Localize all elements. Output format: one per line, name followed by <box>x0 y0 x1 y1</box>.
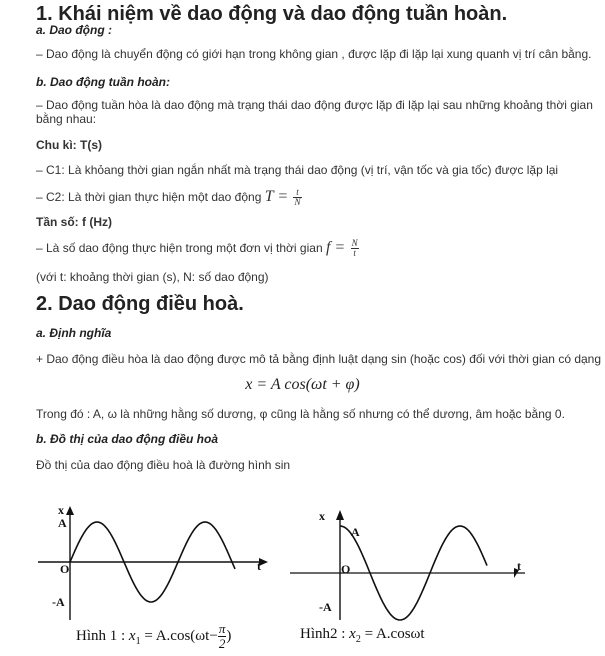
figure1-caption-expr: = A.cos(ωt− <box>140 627 218 644</box>
freq-text: – Là số dao động thực hiện trong một đơn vị thời gian <box>36 241 323 255</box>
figure2-label-x: x <box>319 509 325 523</box>
figure1-y-arrow <box>66 506 74 515</box>
section1-b-heading: b. Dao động tuần hoàn: <box>36 75 170 89</box>
freq-formula-lhs: f = <box>325 239 346 256</box>
figure2-label-neg-a: -A <box>319 600 332 614</box>
figure2-label-t: t <box>517 559 521 573</box>
figure1-caption-sub: 1 <box>135 635 141 647</box>
figure1-caption-den: 2 <box>218 636 226 651</box>
figure1-caption-suffix: ) <box>226 627 232 644</box>
figure1-caption-prefix: Hình 1 : <box>76 627 129 644</box>
c2-line <box>36 188 304 207</box>
freq-formula-num: N <box>351 238 358 249</box>
figure1-label-o: O <box>60 562 70 576</box>
figure2-label-a: A <box>351 525 360 539</box>
figure2-caption-sub: 2 <box>355 634 361 645</box>
c2-formula-fraction <box>293 188 301 207</box>
section2-a-heading: a. Định nghĩa <box>36 326 112 340</box>
figure2-graph <box>285 500 535 625</box>
c2-text: – C2: Là thời gian thực hiện một dao động <box>36 190 262 204</box>
figure1-caption-var: x <box>128 627 136 644</box>
freq-line <box>36 239 361 258</box>
figure1-caption <box>76 622 231 651</box>
c2-formula-den: N <box>294 197 301 208</box>
freq-formula-fraction <box>351 239 359 258</box>
figure1-label-t: t <box>257 559 261 573</box>
section2-b-heading: b. Đồ thị của dao động điều hoà <box>36 432 218 446</box>
section2-where-text: Trong đó : A, ω là những hằng số dương, φ cũng là hằng số nhưng có thể dương, âm hoặc bằng 0. <box>36 407 565 421</box>
section1-b-text: – Dao động tuần hòa là dao động mà trạng thái dao động được lặp đi lặp lại sau những khoảng thời gian bằng nhau: <box>36 98 593 126</box>
section1-title: 1. Khái niệm về dao động và dao động tuần hoàn. <box>36 3 508 25</box>
figure2-caption-prefix: Hình2 : <box>300 626 350 642</box>
figure2-label-o: O <box>341 562 351 576</box>
figure1-label-a: A <box>58 516 67 530</box>
section1-a-heading: a. Dao động : <box>36 23 112 37</box>
figure1-caption-num: π <box>218 621 226 636</box>
c2-formula-lhs: T = <box>264 188 289 205</box>
c2-formula-num: t <box>293 188 301 198</box>
freq-formula-den: t <box>353 248 356 259</box>
harmonic-formula: x = A cos(ωt + φ) <box>245 376 360 393</box>
note-text: (với t: khoảng thời gian (s), N: số dao động) <box>36 270 269 284</box>
period-heading: Chu kì: T(s) <box>36 138 102 152</box>
figure2-y-arrow <box>336 510 344 520</box>
figure2-caption <box>300 626 425 645</box>
figure2-caption-var: x <box>349 626 356 642</box>
section2-title: 2. Dao động điều hoà. <box>36 293 244 315</box>
figure1-label-neg-a: -A <box>52 595 65 609</box>
section2-b-text: Đồ thị của dao động điều hoà là đường hình sin <box>36 458 291 472</box>
freq-heading: Tần số: f (Hz) <box>36 215 112 229</box>
section1-a-text: – Dao động là chuyển động có giới hạn trong không gian , được lặp đi lặp lại xung quanh vị trí cân bằng. <box>36 47 592 61</box>
figure1-label-x: x <box>58 503 64 517</box>
c1-text: – C1: Là khỏang thời gian ngắn nhất mà trạng thái dao động (vị trí, vận tốc và gia tốc) được lặp lại <box>36 163 559 177</box>
figure2-caption-expr: = A.cosωt <box>360 626 425 642</box>
section2-a-text: + Dao động điều hòa là dao động được mô tả bằng định luật dạng sin (hoặc cos) đối với thời gian có dạng <box>36 352 602 366</box>
figure1-graph <box>30 500 280 625</box>
